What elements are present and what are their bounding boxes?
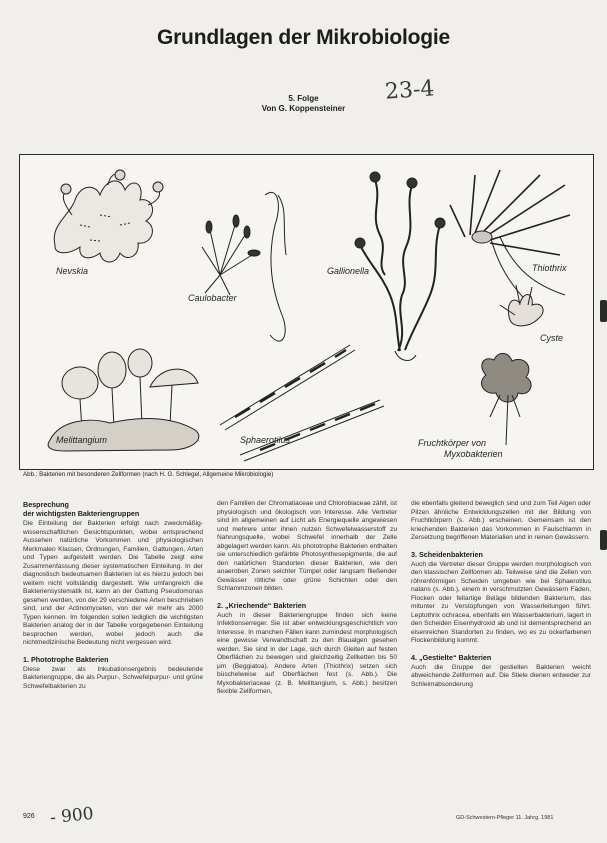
binder-hole-mark <box>600 530 607 550</box>
heading-line-1: Besprechung <box>23 500 69 509</box>
label-von-word: von <box>471 438 487 448</box>
label-fruchtkoerper-word: Fruchtkörper <box>418 438 470 448</box>
paragraph: Diese zwar als Inkubationsergebnis bedeutende Bakteriengruppe, die als Purpur-, Schwefelpurpur- und grüne Schwefelbakterien zu <box>23 665 203 690</box>
label-thiothrix: Thiothrix <box>532 263 567 273</box>
paragraph: den Familien der Chromatiaceae und Chlorobiaceae zählt, ist physiologisch und ökologisch von Interesse. Alle Vertreter sind im allgemeinen auf Licht als Energiequelle angewiesen und mehrere unter ihnen nutzen Schwefelwasserstoff zu Nahrungsquelle, wobei Schwefel innerhalb der Zelle abgelagert werden kann. Als phototrophe Bakterien enthalten sie unterschiedlich gefärbte Photosynthesepigmente, die auf den natürlichen Standorten dieser Bakterien, wie den anaeroben Zonen seichter Tümpel oder langsam fließender Gewässer rötliche oder grüne Schichten oder den Schlammzonen bilden. <box>217 500 397 592</box>
label-melittangium: Melittangium <box>56 435 108 445</box>
nevskia-drawing <box>54 170 163 262</box>
author-line: Von G. Koppensteiner <box>261 104 346 113</box>
section-heading: 2. „Kriechende“ Bakterien <box>217 600 307 610</box>
section-heading: 3. Scheidenbakterien <box>411 549 483 559</box>
paragraph: Auch die Gruppe der gestielten Bakterien weicht abweichende Zellformen auf. Die Stiele dienen entweder zur Schleimabsonderung <box>411 663 591 688</box>
section-heading: 4. „Gestielte“ Bakterien <box>411 652 492 662</box>
paragraph: Auch die Vertreter dieser Gruppe werden morphologisch von den klassischen Zellformen ab. Teilweise sind die Zellen von röhrenförmigen Scheiden umgeben wie bei Sphaerotilus natans (s. Abb.), einem in verschmutzten Gewässern Fäden, Flocken oder fellartige Beläge bildenden Bakterium, das mitunter zu Verstopfungen von Wasserleitungen führt. Leptothrix ochracea, ebenfalls ein Wasserbakterium, lagert in den Scheiden Eisenhydroxid ab und ist dementsprechend an eisenreichen Standorten zu finden, wo es zu ockerfarbenen Flockenbildung kommt. <box>411 560 591 644</box>
series-number: 5. Folge <box>288 94 319 103</box>
label-cyste: Cyste <box>540 333 564 343</box>
text-column-2 <box>217 500 397 704</box>
label-sphaerotilus: Sphaerotilus <box>240 435 291 445</box>
paragraph: die ebenfalls gleitend beweglich sind und zum Teil Algen oder Pilzen ähnliche Entwicklungszellen mit der Bildung von Fruchtkörpern (s. Abb.) erscheinen. Gemeinsam ist den kriechenden Bakterien das Vorkommen in Faulschlamm in Zersetzung begriffenen Materialien und in reinen Gewässern. <box>411 500 591 541</box>
journal-reference: GD-Schwestern-Pfleger 11. Jahrg. 1981 <box>456 815 554 821</box>
cyste-drawing <box>481 285 543 445</box>
caulobacter-drawing <box>202 192 286 341</box>
binder-hole-mark <box>600 300 607 322</box>
page-number: 926 <box>23 813 35 820</box>
bacteria-drawings <box>20 155 593 469</box>
handwritten-note: 23-4 <box>384 76 436 105</box>
section-heading: 1. Phototrophe Bakterien <box>23 654 109 664</box>
label-fruchtkoerper <box>418 438 486 448</box>
label-nevskia: Nevskia <box>56 266 89 276</box>
section-heading <box>23 500 203 518</box>
thiothrix-drawing <box>450 170 570 315</box>
text-column-3 <box>411 500 591 696</box>
bacteria-illustration <box>19 154 594 470</box>
text-column-1 <box>23 500 203 698</box>
heading-line-2: der wichtigsten Bakteriengruppen <box>23 509 140 518</box>
handwritten-page-note: - 900 <box>49 803 95 829</box>
paragraph: Auch in dieser Bakteriengruppe finden sich keine Infektionserreger. Sie ist aber entwicklungsgeschichtlich von Interesse. In manchen Fällen kann zumindest morphologisch eine gewisse Verwandtschaft zu den Blaualgen gesehen werden. Sie sind in der Lage, sich durch Gleiten auf festen Oberflächen zu bewegen und gleichzeitig Zellketten bis 50 µm (Beggiatoa). Andere Arten (Thiothrix) setzen sich büschelweise auf Oberflächen fest (s. Abb.). Die Myxobakteriaceae (z. B. Melittangium, s. Abb.) besitzen flexible Zellformen, <box>217 611 397 695</box>
label-myxobakterien: Myxobakterien <box>444 449 503 459</box>
label-caulobacter: Caulobacter <box>188 293 237 303</box>
label-gallionella: Gallionella <box>327 266 370 276</box>
figure-caption: Abb.: Bakterien mit besonderen Zellformen (nach H. G. Schlegel, Allgemeine Mikrobiologie) <box>23 471 274 478</box>
page-title: Grundlagen der Mikrobiologie <box>156 26 451 49</box>
paragraph: Die Einteilung der Bakterien erfolgt nach zweckmäßig-wissenschaftlichen Gesichtspunkten, wobei entsprechend Aussehen natürliche Vorkommen und physiologischen Merkmalen Klassen, Ordnungen, Familien, Gattungen, Arten und Typen aufgestellt werden. Die Tabelle zeigt eine Zusammenfassung dieser systematischen Einteilung. In der diagnostisch bedeutsamen Bakterien ist es hierzu jedoch bei weitem nicht vollständig dargestellt. Wie umfangreich die Bakteriensystematik ist, kann an der Gattung Pseudomonas gesehen werden, von der 29 verschiedene Arten beschrieben sind, und der Actinomyceten, von der wir mehr als 2000 Typen kennen. Im folgenden sollen lediglich die wichtigsten Bakterien analog der in der Tabelle vorgegebenen Einteilung besprochen werden, wobei jedoch auch die nichtmedizinische Bedeutung nicht vergessen wird. <box>23 520 203 646</box>
